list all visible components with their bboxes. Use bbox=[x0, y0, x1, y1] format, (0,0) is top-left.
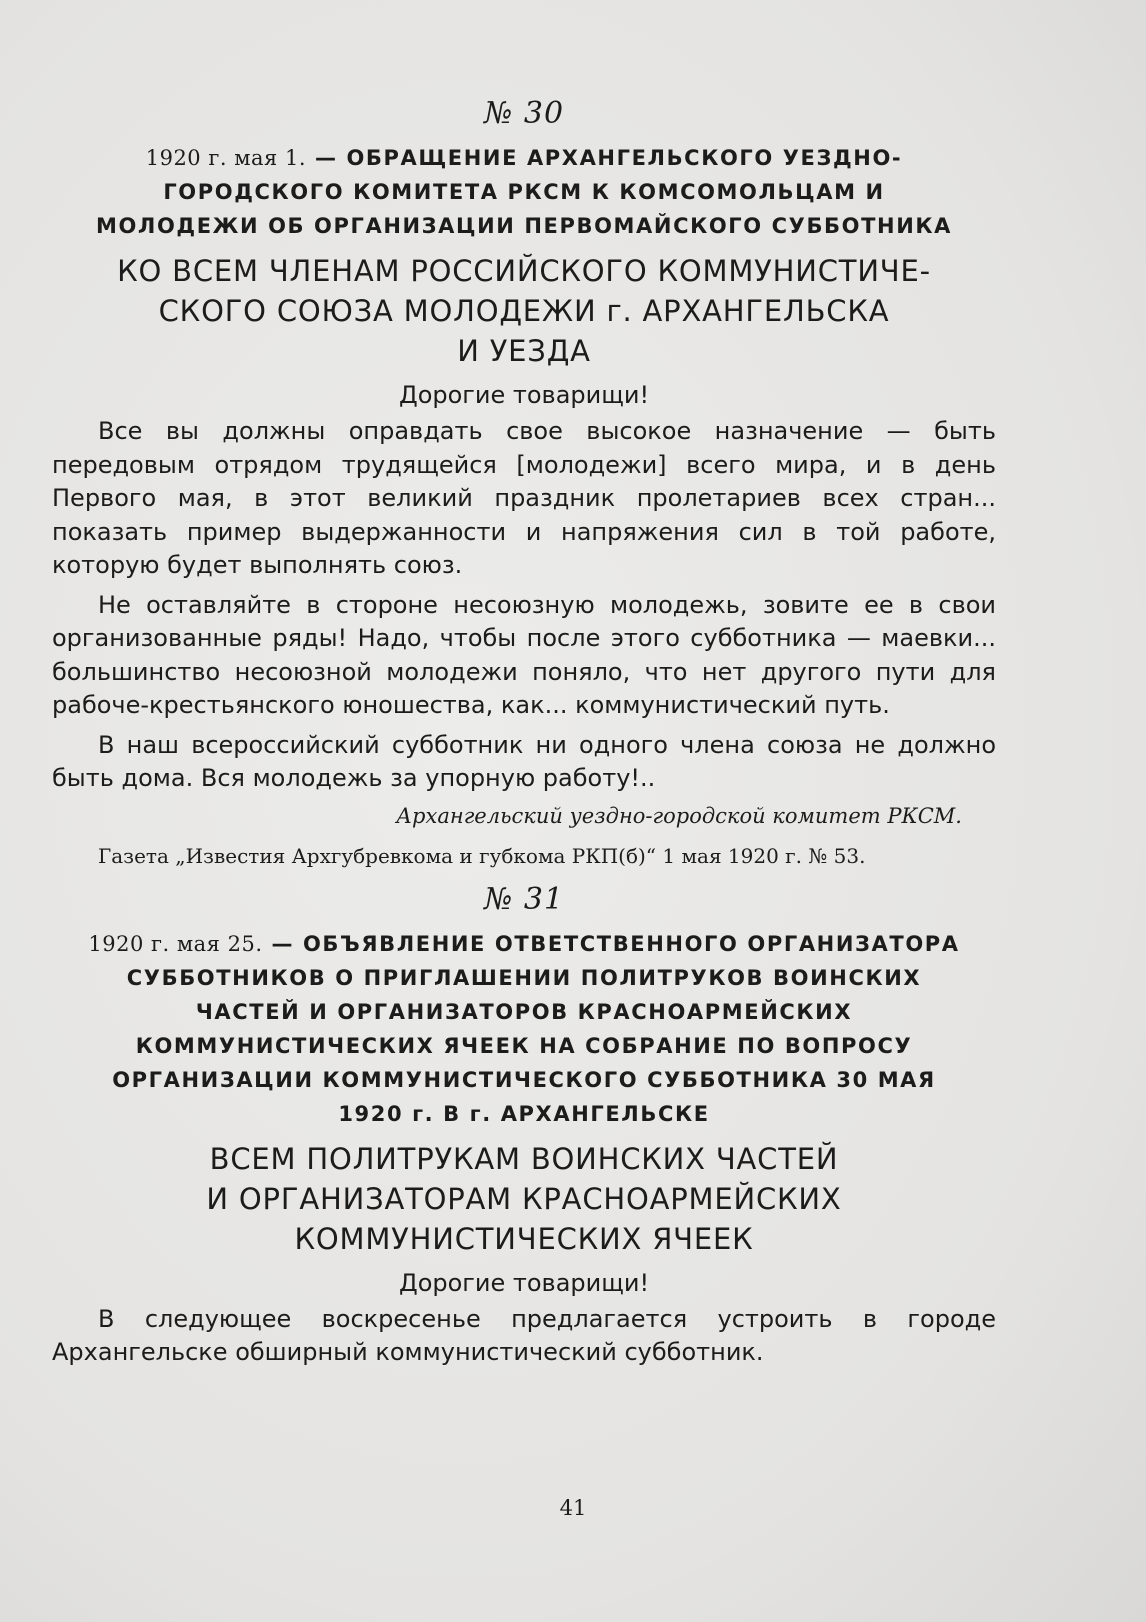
title-line: И ОРГАНИЗАТОРАМ КРАСНОАРМЕЙСКИХ bbox=[206, 1181, 842, 1216]
greeting: Дорогие товарищи! bbox=[398, 381, 650, 409]
appeal-title bbox=[52, 251, 996, 371]
heading-line: ЧАСТЕЙ И ОРГАНИЗАТОРОВ КРАСНОАРМЕЙСКИХ bbox=[195, 999, 853, 1024]
signature: Архангельский уездно-городской комитет РКСМ. bbox=[396, 803, 962, 828]
document-number: № 30 bbox=[483, 96, 565, 131]
heading-line: 1920 г. В г. АРХАНГЕЛЬСКЕ bbox=[338, 1101, 710, 1126]
appeal-title bbox=[52, 1139, 996, 1259]
title-line: И УЕЗДА bbox=[457, 334, 591, 368]
document-number: № 31 bbox=[483, 881, 565, 917]
heading-line: МОЛОДЕЖИ ОБ ОРГАНИЗАЦИИ ПЕРВОМАЙСКОГО СУББОТНИКА bbox=[95, 214, 953, 238]
document-30 bbox=[52, 96, 996, 870]
title-line: КО ВСЕМ ЧЛЕНАМ РОССИЙСКОГО КОММУНИСТИЧЕ- bbox=[117, 254, 931, 288]
document-date: 1920 г. мая 1. bbox=[145, 146, 307, 170]
heading-line: ОРГАНИЗАЦИИ КОММУНИСТИЧЕСКОГО СУББОТНИКА 30 МАЯ bbox=[112, 1067, 936, 1092]
greeting: Дорогие товарищи! bbox=[398, 1268, 650, 1297]
title-line: ВСЕМ ПОЛИТРУКАМ ВОИНСКИХ ЧАСТЕЙ bbox=[209, 1141, 839, 1176]
document-date: 1920 г. мая 25. bbox=[88, 931, 263, 956]
heading-line: ГОРОДСКОГО КОМИТЕТА РКСМ К КОМСОМОЛЬЦАМ И bbox=[163, 180, 885, 204]
title-line: СКОГО СОЮЗА МОЛОДЕЖИ г. АРХАНГЕЛЬСКА bbox=[158, 294, 890, 328]
source-citation: Газета „Известия Архгубревкома и губкома РКП(б)“ 1 мая 1920 г. № 53. bbox=[98, 843, 866, 868]
body-paragraph: В следующее воскресенье предлагается устроить в городе Архангельске обширный коммунистический субботник. bbox=[52, 1304, 996, 1366]
document-heading bbox=[52, 141, 996, 243]
body-paragraph: Не оставляйте в стороне несоюзную молодежь, зовите ее в свои организованные ряды! Надо, чтобы после этого субботника — маевки... большинство несоюзной молодежи поняло, что нет другого пути для рабоче-крестьянского юношества, как... коммунистический путь. bbox=[52, 590, 996, 719]
title-line: КОММУНИСТИЧЕСКИХ ЯЧЕЕК bbox=[294, 1221, 754, 1256]
heading-line: КОММУНИСТИЧЕСКИХ ЯЧЕЕК НА СОБРАНИЕ ПО ВОПРОСУ bbox=[135, 1033, 913, 1058]
heading-line: СУББОТНИКОВ О ПРИГЛАШЕНИИ ПОЛИТРУКОВ ВОИНСКИХ bbox=[126, 965, 922, 990]
body-paragraph: Все вы должны оправдать свое высокое назначение — быть передовым отрядом трудящейся [молодежи] всего мира, и в день Первого мая, в этот великий праздник пролетариев всех стран... показать пример выдержанности и напряжения сил в той работе, которую будет выполнять союз. bbox=[52, 417, 996, 579]
heading-line: — ОБЪЯВЛЕНИЕ ОТВЕТСТВЕННОГО ОРГАНИЗАТОРА bbox=[271, 931, 960, 956]
page-number: 41 bbox=[559, 1496, 587, 1520]
heading-line: — ОБРАЩЕНИЕ АРХАНГЕЛЬСКОГО УЕЗДНО- bbox=[314, 146, 903, 170]
document-31 bbox=[52, 882, 996, 1370]
body-paragraph: В наш всероссийский субботник ни одного члена союза не должно быть дома. Вся молодежь за упорную работу!.. bbox=[52, 730, 996, 792]
document-heading bbox=[52, 927, 996, 1131]
